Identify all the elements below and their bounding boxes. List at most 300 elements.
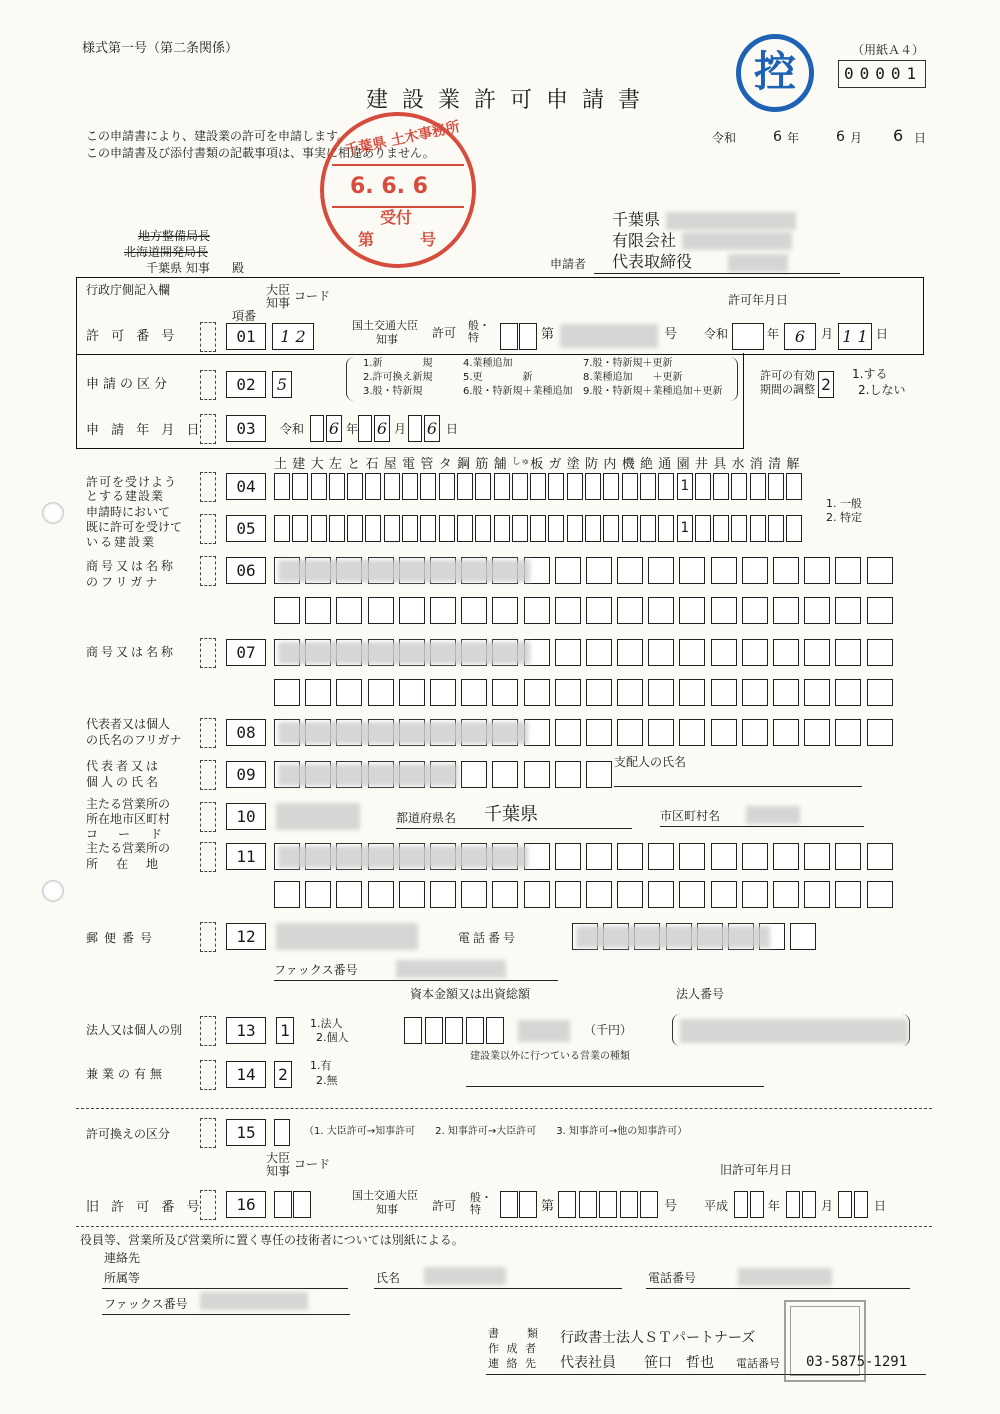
input-cell — [711, 557, 737, 584]
old-governor-label: 知事 — [266, 1164, 291, 1178]
industry-cell — [750, 473, 766, 500]
input-cell — [742, 843, 768, 870]
permit-type-cell — [500, 323, 518, 350]
industry-name: 塗 — [566, 457, 580, 472]
side-opt-2: 2.無 — [316, 1074, 338, 1087]
city-code-label-3: コード — [86, 827, 183, 841]
capital-label: 資本金額又は出資総額 — [410, 987, 531, 1001]
kubun-options — [346, 357, 738, 401]
input-cell — [742, 881, 768, 908]
industry-cell — [274, 473, 290, 500]
app-date-day: 6 — [424, 415, 440, 442]
industry-cell — [512, 473, 528, 500]
industry-cell: 1 — [677, 473, 693, 500]
industry-cell — [384, 473, 400, 500]
industry-cell — [274, 515, 290, 542]
input-cell — [466, 1017, 484, 1044]
input-cell — [835, 679, 861, 706]
old-date-month-unit: 月 — [821, 1199, 834, 1213]
input-cell — [336, 881, 362, 908]
furigana-cells-2 — [274, 597, 898, 624]
fax-label: ファックス番号 — [274, 963, 358, 977]
corp-opt-1: 1.法人 — [310, 1017, 343, 1030]
app-date-day-cell — [408, 415, 422, 442]
input-cell — [492, 597, 518, 624]
page-title: 建設業許可申請書 — [366, 88, 655, 113]
input-cell — [648, 639, 674, 666]
admin-header: 行政庁側記入欄 — [86, 283, 171, 297]
app-date-month-cell — [358, 415, 372, 442]
validity-opt-2: 2.しない — [858, 383, 906, 397]
corp-no-label: 法人番号 — [676, 987, 725, 1001]
industry-cell — [548, 473, 564, 500]
input-cell — [555, 881, 581, 908]
input-cell — [742, 639, 768, 666]
existing-label-1: 申請時において — [86, 505, 171, 519]
rep-name-label-2: 個人の氏名 — [86, 775, 162, 789]
tel-label: 電話番号 — [458, 931, 519, 945]
kubun-value: 5 — [272, 371, 292, 398]
industry-cell — [439, 473, 455, 500]
input-cell — [790, 923, 816, 950]
input-cell — [742, 679, 768, 706]
input-cell — [461, 597, 487, 624]
input-cell — [492, 881, 518, 908]
general-special: 般・特 — [468, 319, 490, 344]
industry-cell — [622, 473, 638, 500]
pref-label: 都道府県名 — [396, 811, 457, 825]
industry-name: 大 — [310, 457, 324, 472]
input-cell — [617, 557, 643, 584]
industry-cell — [329, 473, 345, 500]
input-cell — [773, 597, 799, 624]
code-label: コード — [294, 289, 331, 303]
name-code: 07 — [226, 639, 266, 666]
industry-name: 舗 — [493, 457, 507, 472]
contact-name-label: 氏名 — [376, 1271, 401, 1285]
industry-cell — [603, 515, 619, 542]
date-era: 令和 — [712, 131, 737, 145]
input-cell — [835, 557, 861, 584]
input-cell — [586, 597, 612, 624]
input-cell — [867, 557, 893, 584]
input-cell — [274, 881, 300, 908]
date-month-unit: 月 — [850, 131, 863, 145]
kubun-option: 6.般・特新規＋業種追加 — [463, 386, 573, 397]
industry-name: と — [347, 457, 361, 472]
input-cell — [404, 1017, 422, 1044]
input-cell — [579, 1191, 597, 1218]
permit-date-day: 1 1 — [838, 323, 872, 350]
existing-industry-cells — [274, 515, 805, 542]
input-cell — [804, 557, 830, 584]
industry-name: 水 — [731, 457, 745, 472]
industry-cell — [622, 515, 638, 542]
old-type-cell — [500, 1191, 518, 1218]
industry-cell — [695, 473, 711, 500]
receipt-stamp-prefix: 第 — [358, 230, 375, 249]
industry-opt-1: 1. 一般 — [826, 497, 862, 510]
industry-cell — [731, 515, 747, 542]
old-permit-word: 許可 — [432, 1199, 457, 1213]
industry-cell — [311, 515, 327, 542]
input-cell — [430, 881, 456, 908]
old-date-era: 平成 — [704, 1199, 729, 1213]
input-cell — [679, 557, 705, 584]
old-permit-dai: 第 — [541, 1199, 555, 1214]
input-cell — [711, 843, 737, 870]
governor-label: 知事 — [266, 296, 291, 310]
addr-cells-2 — [274, 881, 898, 908]
input-cell — [711, 881, 737, 908]
input-cell — [773, 719, 799, 746]
industry-name: 防 — [585, 457, 599, 472]
addressee-line-3: 千葉県 知事 — [146, 261, 210, 275]
industry-cell — [494, 515, 510, 542]
input-cell — [425, 1017, 443, 1044]
input-cell — [617, 719, 643, 746]
intro-line-2: この申請書及び添付書類の記載事項は、事実に相違ありません。 — [86, 146, 435, 160]
side-label: 兼業の有無 — [86, 1067, 167, 1081]
input-cell — [679, 719, 705, 746]
furigana-code: 06 — [226, 557, 266, 584]
input-cell — [336, 679, 362, 706]
addressee-honorific: 殿 — [232, 261, 245, 275]
input-cell — [399, 679, 425, 706]
input-cell — [742, 719, 768, 746]
input-cell — [399, 881, 425, 908]
corporate-seal — [784, 1300, 866, 1382]
city-code-label-1: 主たる営業所の — [86, 797, 171, 811]
input-cell — [305, 597, 331, 624]
old-date-cell — [734, 1191, 748, 1218]
rep-furigana-label-2: の氏名のフリガナ — [86, 733, 182, 747]
industry-cell — [750, 515, 766, 542]
manager-label: 支配人の氏名 — [614, 755, 687, 769]
corp-value: 1 — [276, 1017, 294, 1044]
capital-cells — [404, 1017, 507, 1044]
addressee-line-2: 北海道開発局長 — [124, 245, 209, 259]
input-cell — [586, 719, 612, 746]
industry-cell — [457, 473, 473, 500]
industry-cell — [548, 515, 564, 542]
punch-hole — [42, 880, 64, 902]
corp-code: 13 — [226, 1017, 266, 1044]
permit-date-month: 6 — [784, 323, 816, 350]
rep-furigana-code: 08 — [226, 719, 266, 746]
industry-cell — [494, 473, 510, 500]
input-cell — [679, 679, 705, 706]
applicant-prefecture: 千葉県 — [612, 210, 661, 229]
old-general-special: 般・特 — [470, 1191, 492, 1216]
serial-box — [838, 60, 926, 88]
industry-cell — [475, 473, 491, 500]
input-cell — [648, 881, 674, 908]
input-cell — [867, 843, 893, 870]
input-cell — [773, 679, 799, 706]
old-permit-cell — [274, 1191, 292, 1218]
input-cell — [586, 761, 612, 788]
input-cell — [867, 679, 893, 706]
old-permit-no-cells — [558, 1191, 661, 1218]
input-cell — [558, 1191, 576, 1218]
preparer-name: 行政書士法人ＳＴパートナーズ — [560, 1330, 756, 1346]
industry-cell — [402, 515, 418, 542]
industry-name: 板 — [530, 457, 544, 472]
industry-name: 清 — [768, 457, 782, 472]
permit-go: 号 — [664, 327, 678, 342]
input-cell — [648, 719, 674, 746]
industry-cell — [292, 515, 308, 542]
doc-label-2: 作 成 者 — [488, 1342, 538, 1355]
input-cell — [274, 679, 300, 706]
transfer-value-cell — [274, 1119, 290, 1146]
permit-no-hand-cells — [272, 323, 319, 350]
input-cell — [368, 881, 394, 908]
permit-no-handwritten: 1 2 — [272, 323, 314, 350]
mlit-label: 国土交通大臣 — [352, 319, 418, 332]
old-permit-label: 旧 許 可 番 号 — [86, 1200, 204, 1215]
city-code-label-2: 所在地市区町村 — [86, 812, 171, 826]
postal-label: 郵便番号 — [86, 931, 159, 945]
input-cell — [711, 639, 737, 666]
app-date-month-unit: 月 — [394, 422, 407, 436]
pref-value: 千葉県 — [484, 804, 538, 825]
industries-code: 04 — [226, 473, 266, 500]
old-date-cell — [786, 1191, 800, 1218]
copy-stamp-text: 控 — [754, 47, 797, 96]
input-cell — [368, 679, 394, 706]
punch-hole — [42, 502, 64, 524]
old-code-label: コード — [294, 1157, 331, 1171]
applicant-label: 申請者 — [550, 257, 587, 271]
permit-date-era: 令和 — [704, 327, 729, 341]
input-cell — [804, 843, 830, 870]
industry-name: 石 — [365, 457, 379, 472]
paper-size: （用紙Ａ４） — [852, 43, 925, 57]
input-cell — [804, 881, 830, 908]
input-cell — [555, 597, 581, 624]
input-cell — [679, 881, 705, 908]
kubun-option: 9.般・特新規＋業種追加＋更新 — [583, 386, 723, 397]
industry-cell — [713, 473, 729, 500]
input-cell — [867, 881, 893, 908]
permit-date-month-unit: 月 — [821, 327, 834, 341]
input-cell — [742, 557, 768, 584]
old-date-cell — [854, 1191, 868, 1218]
input-cell — [835, 639, 861, 666]
industry-cell — [768, 473, 784, 500]
industry-cell — [786, 515, 802, 542]
input-cell — [648, 597, 674, 624]
kubun-option: 3.般・特新規 — [363, 386, 423, 397]
input-cell — [461, 679, 487, 706]
mlit-governor: 知事 — [376, 333, 398, 346]
industry-name: 消 — [749, 457, 763, 472]
permit-no-code: 01 — [226, 323, 266, 350]
app-date-code: 03 — [226, 415, 266, 442]
industry-cell: 1 — [677, 515, 693, 542]
input-cell — [835, 881, 861, 908]
existing-label-2: 既に許可を受けて — [86, 520, 183, 534]
permit-date-label: 許可年月日 — [728, 293, 789, 307]
input-cell — [524, 597, 550, 624]
input-cell — [486, 1017, 504, 1044]
industry-cell — [439, 515, 455, 542]
input-cell — [336, 597, 362, 624]
furigana-label-2: のフリガナ — [86, 575, 161, 589]
date-year-unit: 年 — [787, 131, 800, 145]
industry-cell — [420, 515, 436, 542]
app-date-month: 6 — [374, 415, 390, 442]
industry-cell — [567, 473, 583, 500]
permit-no-code-cells — [226, 323, 271, 350]
input-cell — [368, 597, 394, 624]
validity-value: 2 — [818, 371, 834, 398]
validity-label-1: 許可の有効 — [760, 369, 815, 382]
input-cell — [804, 597, 830, 624]
input-cell — [711, 719, 737, 746]
input-cell — [835, 597, 861, 624]
industry-cell — [512, 515, 528, 542]
industry-cell — [420, 473, 436, 500]
kubun-label: 申請の区分 — [86, 377, 172, 392]
input-cell — [599, 1191, 617, 1218]
input-cell — [867, 639, 893, 666]
industry-name: ガ — [548, 457, 562, 472]
city-label: 市区町村名 — [660, 809, 721, 823]
input-cell — [711, 679, 737, 706]
industry-cell — [292, 473, 308, 500]
contact-fax-label: ファックス番号 — [104, 1297, 188, 1311]
industry-cell — [713, 515, 729, 542]
input-cell — [648, 557, 674, 584]
input-cell — [773, 557, 799, 584]
app-date-label: 申 請 年 月 日 — [86, 423, 204, 438]
industry-cell — [402, 473, 418, 500]
input-cell — [773, 843, 799, 870]
input-cell — [430, 679, 456, 706]
input-cell — [617, 881, 643, 908]
footer-note: 役員等、営業所及び営業所に置く専任の技術者については別紙による。 — [80, 1233, 464, 1247]
input-cell — [679, 597, 705, 624]
old-mlit-label: 国土交通大臣 — [352, 1189, 418, 1202]
app-date-year-cell — [310, 415, 324, 442]
industry-cell — [695, 515, 711, 542]
postal-code-no: 12 — [226, 923, 266, 950]
industry-cell — [658, 473, 674, 500]
side-desc: 建設業以外に行つている営業の種類 — [470, 1051, 630, 1062]
preparer-tel-label: 電話番号 — [736, 1357, 780, 1370]
serial-number: 00001 — [844, 64, 923, 83]
input-cell — [305, 881, 331, 908]
transfer-code: 15 — [226, 1119, 266, 1146]
kubun-option: 1.新 規 — [363, 358, 433, 369]
input-cell — [620, 1191, 638, 1218]
addr-label-2: 所在地 — [86, 857, 177, 871]
receipt-stamp-date: 6. 6. 6 — [350, 174, 428, 199]
industry-cell — [530, 473, 546, 500]
industry-cell — [585, 473, 601, 500]
permit-dai: 第 — [541, 327, 555, 342]
industry-cell — [731, 473, 747, 500]
old-type-cell — [519, 1191, 537, 1218]
input-cell — [461, 761, 487, 788]
permit-type-cell — [519, 323, 537, 350]
industry-cell — [658, 515, 674, 542]
old-permit-code: 16 — [226, 1191, 266, 1218]
industry-cell — [365, 515, 381, 542]
input-cell — [492, 679, 518, 706]
input-cell — [640, 1191, 658, 1218]
rep-name-code: 09 — [226, 761, 266, 788]
doc-label-3: 連 絡 先 — [488, 1357, 538, 1370]
side-value: 2 — [274, 1061, 292, 1088]
input-cell — [461, 881, 487, 908]
corp-opt-2: 2.個人 — [316, 1031, 349, 1044]
input-cell — [679, 639, 705, 666]
input-cell — [835, 719, 861, 746]
permit-date-day-unit: 日 — [876, 327, 889, 341]
existing-label-3: いる建設業 — [86, 535, 157, 549]
receipt-stamp-suffix: 号 — [420, 230, 437, 249]
industry-cell — [475, 515, 491, 542]
industry-cell — [640, 473, 656, 500]
input-cell — [867, 597, 893, 624]
input-cell — [679, 843, 705, 870]
industry-cell — [457, 515, 473, 542]
rep-furigana-label-1: 代表者又は個人 — [86, 717, 171, 731]
applicant-rep-title: 代表取締役 — [612, 252, 693, 271]
input-cell — [586, 639, 612, 666]
industry-cell — [640, 515, 656, 542]
industry-cell — [768, 515, 784, 542]
industry-name: タ — [438, 457, 452, 472]
old-date-day-unit: 日 — [874, 1199, 887, 1213]
input-cell — [555, 719, 581, 746]
input-cell — [555, 843, 581, 870]
receipt-stamp-office: 千葉県 土木事務所 — [343, 119, 462, 159]
validity-opt-1: 1.する — [852, 367, 888, 381]
industry-cell — [530, 515, 546, 542]
corp-label: 法人又は個人の別 — [86, 1023, 183, 1037]
input-cell — [586, 843, 612, 870]
addr-label-1: 主たる営業所の — [86, 841, 171, 855]
industry-cell — [585, 515, 601, 542]
old-date-cell — [802, 1191, 816, 1218]
industry-name: 解 — [786, 457, 800, 472]
industry-name: 内 — [603, 457, 617, 472]
industry-name: しゅ — [511, 457, 530, 467]
industries-label-1: 許可を受けよう — [86, 475, 178, 489]
permit-date-year-unit: 年 — [767, 327, 780, 341]
app-date-year-unit: 年 — [346, 422, 359, 436]
rep-name-label-1: 代表者又は — [86, 759, 162, 773]
old-permit-date-label: 旧許可年月日 — [720, 1163, 793, 1177]
form-id: 様式第一号（第二条関係） — [82, 41, 239, 56]
input-cell — [617, 679, 643, 706]
old-date-cell — [750, 1191, 764, 1218]
industry-cell — [347, 515, 363, 542]
city-code-code: 10 — [226, 803, 266, 830]
kubun-option: 2.許可換え新規 — [363, 372, 433, 383]
input-cell — [555, 679, 581, 706]
input-cell — [445, 1017, 463, 1044]
industry-name: 機 — [621, 457, 635, 472]
input-cell — [648, 679, 674, 706]
industry-name: 鋼 — [457, 457, 471, 472]
date-month: 6 — [836, 129, 845, 145]
